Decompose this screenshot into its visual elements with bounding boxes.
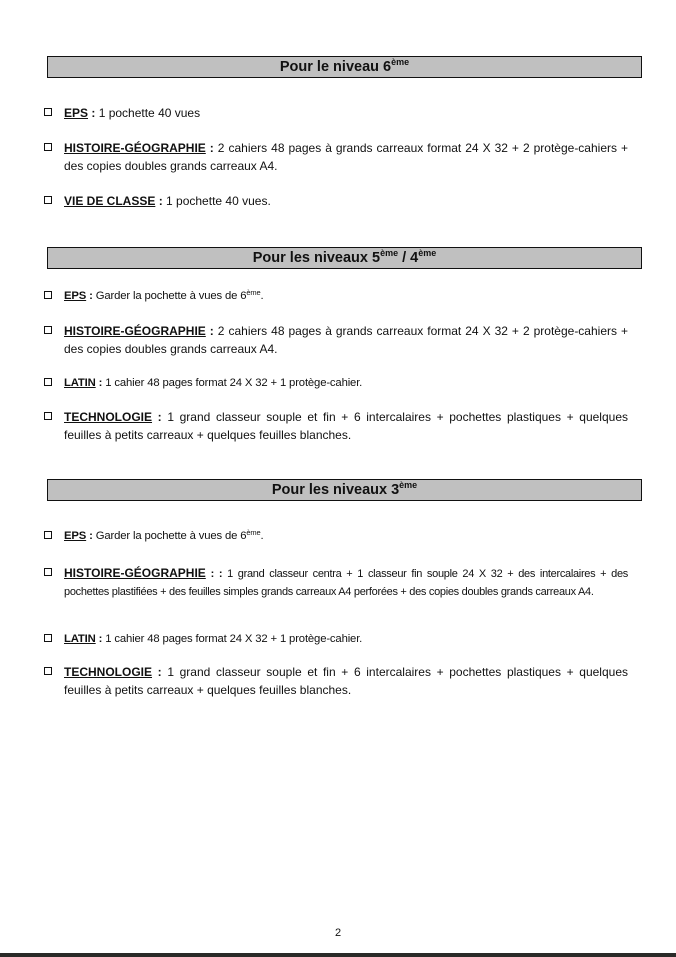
section-title-mid: / 4 [398,250,419,266]
item-text: 2 cahiers 48 pages à grands carreaux format 24 X 32 + 2 protège-cahiers + des copies doubles grands carreaux A4. [64,324,628,356]
title-superscript: ème [399,480,418,490]
list-item-eps-3 [44,527,628,545]
list-item-histoire-geo-5-4 [44,322,628,358]
subject-label: HISTOIRE-GÉOGRAPHIE [64,141,206,155]
subject-label: TECHNOLOGIE [64,410,153,424]
list-item-technologie-3 [44,663,628,699]
checkbox-icon[interactable] [44,108,52,116]
title-superscript: ème [391,57,410,67]
item-text: 1 grand classeur souple et fin + 6 intercalaires + pochettes plastiques + quelques feuilles à petits carreaux + quelques feuilles blanches. [64,410,628,442]
subject-label: HISTOIRE-GÉOGRAPHIE [64,566,206,580]
list-item-histoire-geo-6 [44,139,628,175]
checkbox-icon[interactable] [44,667,52,675]
list-item-vie-de-classe-6 [44,192,628,210]
separator: : [88,106,99,120]
section-header-5eme-4eme [47,247,642,269]
page-bottom-edge [0,953,676,957]
text-superscript: ème [246,528,261,537]
section-header-3eme [47,479,642,501]
checkbox-icon[interactable] [44,634,52,642]
section-title: Pour les niveaux 3 [271,482,400,498]
item-text: Garder la pochette à vues de 6 [95,530,247,542]
subject-label: VIE DE CLASSE [64,194,156,208]
separator: : [205,324,218,338]
item-text-end: . [260,290,264,302]
title-superscript: ème [418,248,437,258]
item-text: 1 pochette 40 vues [98,106,201,120]
checkbox-icon[interactable] [44,412,52,420]
subject-label: HISTOIRE-GÉOGRAPHIE [64,324,206,338]
text-superscript: ème [246,288,261,297]
item-text: 1 cahier 48 pages format 24 X 32 + 1 protège-cahier. [105,633,363,645]
separator: : [86,290,96,302]
section-title: Pour le niveau 6 [279,59,392,75]
separator: : [86,530,96,542]
separator: : [152,410,168,424]
section-header-6eme [47,56,642,78]
list-item-latin-5-4 [44,374,628,392]
subject-label: TECHNOLOGIE [64,665,153,679]
list-item-technologie-5-4 [44,408,628,444]
separator: : [95,377,106,389]
item-text: 1 pochette 40 vues. [166,194,271,208]
subject-label: EPS [64,530,87,542]
subject-label: EPS [64,290,87,302]
item-text: 1 grand classeur souple et fin + 6 intercalaires + pochettes plastiques + quelques feuilles à petits carreaux + quelques feuilles blanches. [64,665,628,697]
separator: : : [205,568,228,580]
checkbox-icon[interactable] [44,326,52,334]
checkbox-icon[interactable] [44,291,52,299]
separator: : [152,665,168,679]
separator: : [155,194,167,208]
checkbox-icon[interactable] [44,143,52,151]
separator: : [95,633,106,645]
subject-label: LATIN [64,633,96,645]
item-text: Garder la pochette à vues de 6 [95,290,247,302]
checkbox-icon[interactable] [44,196,52,204]
subject-label: LATIN [64,377,96,389]
item-text-end: . [260,530,264,542]
separator: : [205,141,218,155]
page-number: 2 [334,927,342,939]
title-superscript: ème [380,248,399,258]
list-item-eps-6 [44,104,628,122]
item-text: 2 cahiers 48 pages à grands carreaux format 24 X 32 + 2 protège-cahiers + des copies doubles grands carreaux A4. [64,141,628,173]
item-text: 1 grand classeur centra + 1 classeur fin souple 24 X 32 + des intercalaires + des pochettes plastifiées + des feuilles simples grands carreaux A4 perforées + des copies doubles grands carreaux A4. [64,568,628,598]
checkbox-icon[interactable] [44,531,52,539]
checkbox-icon[interactable] [44,378,52,386]
list-item-latin-3 [44,630,628,648]
section-title: Pour les niveaux 5 [252,250,381,266]
checkbox-icon[interactable] [44,568,52,576]
subject-label: EPS [64,106,89,120]
list-item-eps-5-4 [44,287,628,305]
list-item-histoire-geo-3 [44,564,628,601]
item-text: 1 cahier 48 pages format 24 X 32 + 1 protège-cahier. [105,377,363,389]
